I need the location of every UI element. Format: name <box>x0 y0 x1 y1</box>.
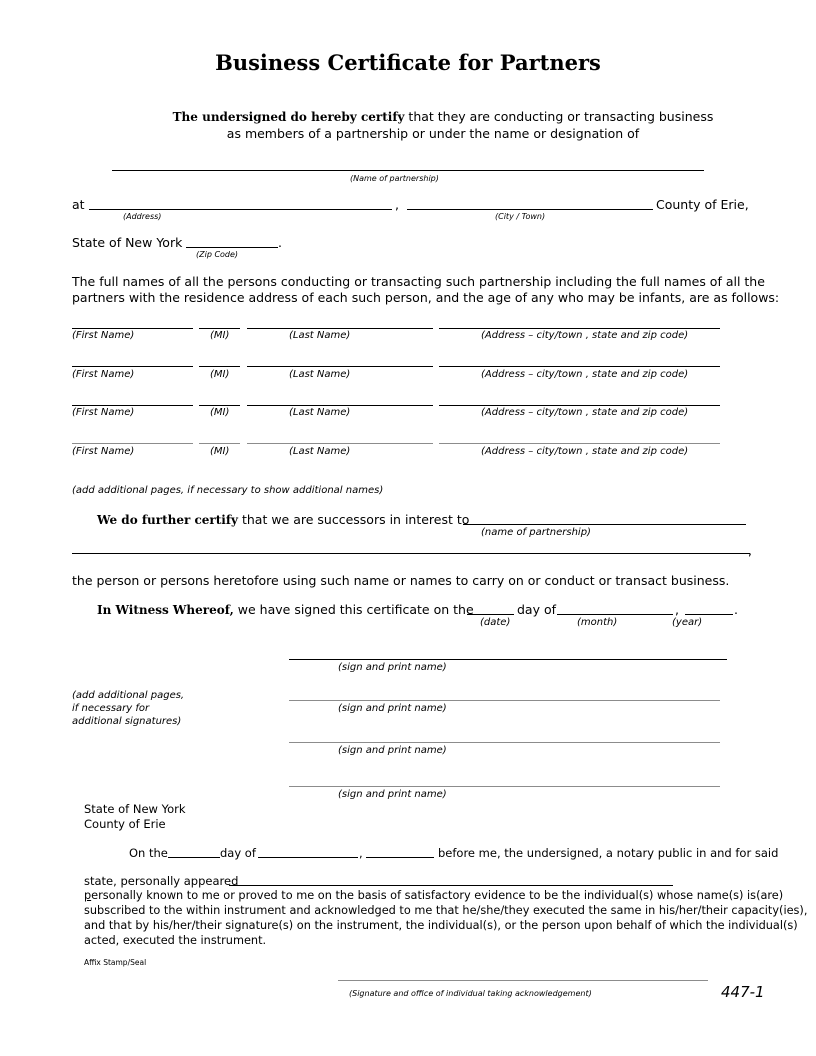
witness-period: . <box>734 602 738 617</box>
notary-year-field[interactable] <box>366 857 434 858</box>
notary-appeared-name-field[interactable] <box>229 885 673 886</box>
partner-1-last-name-field[interactable] <box>247 328 433 329</box>
witness-text <box>97 602 474 617</box>
partner-2-last-name-field[interactable] <box>247 366 433 367</box>
partner-4-last-name-field[interactable] <box>247 443 433 444</box>
partner-1-address-field[interactable] <box>439 328 720 329</box>
witness-comma: , <box>675 602 679 617</box>
form-number: 447-1 <box>721 983 765 1001</box>
intro-bold: The undersigned do hereby certify <box>172 110 405 124</box>
notary-para-line-1-rest: ersonally known to me or proved to me on the basis of satisfactory evidence to be the individual(s) whose name(s) is(are) <box>91 889 784 902</box>
acknowledgement-caption: (Signature and office of individual taking acknowledgement) <box>349 989 592 998</box>
partner-1-mi-field[interactable] <box>199 328 240 329</box>
signature-2-caption: (sign and print name) <box>338 703 447 714</box>
partner-4-last-caption: (Last Name) <box>289 446 351 457</box>
intro-rest: that they are conducting or transacting business <box>404 109 714 124</box>
additional-sig-note-2: if necessary for <box>72 703 150 714</box>
further-certify-bold: We do further certify <box>97 513 238 527</box>
partner-3-last-caption: (Last Name) <box>289 407 351 418</box>
notary-appeared: state, personally appeared <box>84 874 239 888</box>
witness-year-caption: (year) <box>672 617 703 628</box>
witness-bold: In Witness Whereof, <box>97 603 234 617</box>
additional-sig-note-1: (add additional pages, <box>72 690 185 701</box>
witness-month-field[interactable] <box>557 614 673 615</box>
partnership-name-caption: (Name of partnership) <box>350 174 439 183</box>
partner-2-address-field[interactable] <box>439 366 720 367</box>
at-label: at <box>72 197 85 212</box>
partner-1-first-caption: (First Name) <box>72 330 135 341</box>
carry-on-text: the person or persons heretofore using such name or names to carry on or conduct or transact business. <box>72 573 730 588</box>
successor-caption: (name of partnership) <box>481 527 591 538</box>
partner-4-address-field[interactable] <box>439 443 720 444</box>
address-comma: , <box>395 197 399 212</box>
successor-partnership-field[interactable] <box>463 524 746 525</box>
venue-state: State of New York <box>84 802 186 816</box>
partner-2-first-name-field[interactable] <box>72 366 193 367</box>
notary-para-line-1 <box>84 889 783 902</box>
zip-caption: (Zip Code) <box>196 250 239 259</box>
witness-date-caption: (date) <box>480 617 511 628</box>
partner-3-mi-field[interactable] <box>199 405 240 406</box>
partner-3-mi-caption: (MI) <box>210 407 230 418</box>
partner-3-first-caption: (First Name) <box>72 407 135 418</box>
signature-3-caption: (sign and print name) <box>338 745 447 756</box>
state-label: State of New York <box>72 235 183 250</box>
notary-before-me: before me, the undersigned, a notary public in and for said <box>438 846 779 860</box>
address-caption: (Address) <box>123 212 162 221</box>
partner-3-last-name-field[interactable] <box>247 405 433 406</box>
partner-4-first-name-field[interactable] <box>72 443 193 444</box>
partner-1-mi-caption: (MI) <box>210 330 230 341</box>
notary-para-line-3: and that by his/her/their signature(s) on the instrument, the individual(s), or the person upon behalf of which the individual(s) <box>84 919 798 932</box>
witness-rest: we have signed this certificate on the <box>233 602 474 617</box>
partnership-name-field[interactable] <box>112 170 704 171</box>
zip-code-field[interactable] <box>186 247 278 248</box>
city-caption: (City / Town) <box>495 212 546 221</box>
partner-1-first-name-field[interactable] <box>72 328 193 329</box>
state-period: . <box>278 235 282 250</box>
witness-year-field[interactable] <box>685 614 733 615</box>
witness-month-caption: (month) <box>577 617 618 628</box>
acknowledgement-signature-field[interactable] <box>338 980 708 981</box>
signature-1-caption: (sign and print name) <box>338 662 447 673</box>
partner-4-first-caption: (First Name) <box>72 446 135 457</box>
signature-2-field[interactable] <box>289 700 720 701</box>
signature-3-field[interactable] <box>289 742 720 743</box>
further-comma: , <box>748 543 752 558</box>
notary-para-line-2: subscribed to the within instrument and acknowledged to me that he/she/they executed the same in his/her/their capacity(ies), <box>84 904 808 917</box>
partner-1-address-caption: (Address – city/town , state and zip code) <box>481 330 689 341</box>
partner-3-address-field[interactable] <box>439 405 720 406</box>
partner-2-mi-field[interactable] <box>199 366 240 367</box>
partner-3-address-caption: (Address – city/town , state and zip code) <box>481 407 689 418</box>
further-certify-rest: that we are successors in interest to <box>238 512 470 527</box>
further-certify-text <box>97 512 469 527</box>
partner-1-last-caption: (Last Name) <box>289 330 351 341</box>
notary-on-the: On the <box>129 846 168 860</box>
partner-2-first-caption: (First Name) <box>72 369 135 380</box>
signature-4-field[interactable] <box>289 786 720 787</box>
additional-sig-note-3: additional signatures) <box>72 716 182 727</box>
signature-1-field[interactable] <box>289 659 727 660</box>
witness-day-of: day of <box>517 602 557 617</box>
successor-partnership-continuation-field[interactable] <box>72 553 750 554</box>
partners-para-line-2: partners with the residence address of each such person, and the age of any who may be infants, are as follows: <box>72 290 780 305</box>
county-label: County of Erie, <box>656 197 749 212</box>
notary-day-field[interactable] <box>168 857 220 858</box>
partners-para-line-1: The full names of all the persons conducting or transacting such partnership including the full names of all the <box>72 274 765 289</box>
partner-4-mi-caption: (MI) <box>210 446 230 457</box>
intro-line-1 <box>0 109 816 124</box>
affix-stamp-label: Affix Stamp/Seal <box>84 958 147 967</box>
partner-2-last-caption: (Last Name) <box>289 369 351 380</box>
venue-county: County of Erie <box>84 817 166 831</box>
witness-date-field[interactable] <box>467 614 514 615</box>
address-field[interactable] <box>89 209 392 210</box>
signature-4-caption: (sign and print name) <box>338 789 447 800</box>
partner-2-address-caption: (Address – city/town , state and zip code) <box>481 369 689 380</box>
partner-4-address-caption: (Address – city/town , state and zip code) <box>481 446 689 457</box>
partner-4-mi-field[interactable] <box>199 443 240 444</box>
page-title: Business Certificate for Partners <box>215 50 601 75</box>
intro-line-2: as members of a partnership or under the name or designation of <box>226 126 640 141</box>
notary-underlined-p: p <box>84 889 92 902</box>
city-town-field[interactable] <box>407 209 653 210</box>
notary-day-of: day of <box>220 846 256 860</box>
notary-comma: , <box>359 846 363 860</box>
notary-para-line-4: acted, executed the instrument. <box>84 934 267 947</box>
notary-month-field[interactable] <box>258 857 358 858</box>
partner-2-mi-caption: (MI) <box>210 369 230 380</box>
partner-3-first-name-field[interactable] <box>72 405 193 406</box>
additional-names-note: (add additional pages, if necessary to show additional names) <box>72 485 384 496</box>
